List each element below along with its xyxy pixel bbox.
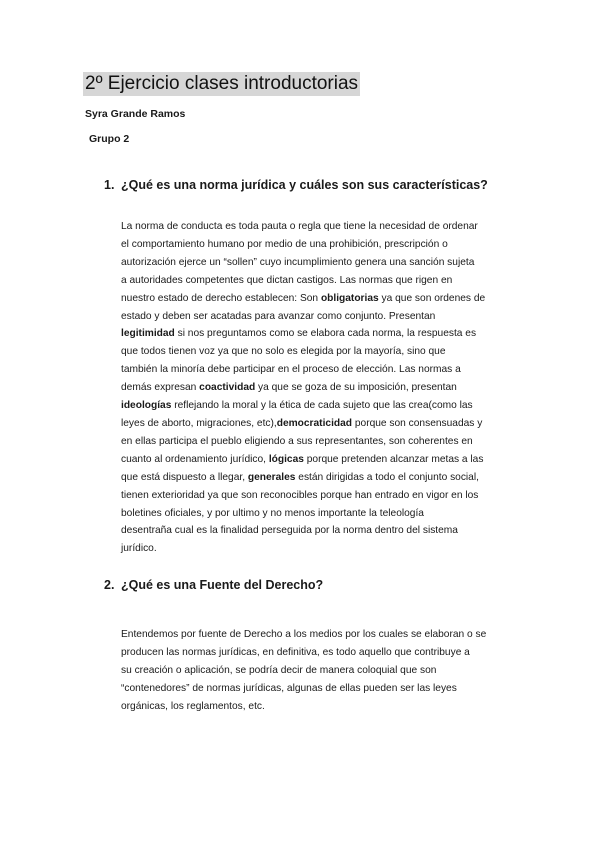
- text-line: La norma de conducta es toda pauta o regla que tiene la necesidad de ordenar: [121, 221, 478, 232]
- document-title: 2º Ejercicio clases introductorias: [85, 73, 359, 94]
- text-line: boletines oficiales, y por ultimo y no menos importante la teleología: [121, 507, 424, 519]
- text-line: Entendemos por fuente de Derecho a los medios por los cuales se elaboran o se: [121, 629, 487, 640]
- text-line: [121, 469, 517, 487]
- bold-term: coactividad: [199, 382, 256, 394]
- text-segment: leyes de aborto, migraciones, etc),: [121, 417, 277, 429]
- text-line: [121, 415, 517, 433]
- question-number: 1.: [104, 178, 115, 192]
- answer-2-paragraph: [121, 626, 517, 716]
- text-line: “contenedores” de normas jurídicas, algunas de ellas pueden ser las leyes: [121, 682, 457, 694]
- bold-term: generales: [247, 471, 296, 483]
- text-line: orgánicas, los reglamentos, etc.: [121, 700, 265, 712]
- answer-1-paragraph: [121, 218, 517, 558]
- question-number: 2.: [104, 578, 115, 592]
- text-line: desentraña cual es la finalidad perseguida por la norma dentro del sistema: [121, 525, 458, 537]
- text-line: estado y deben ser acatadas para avanzar como conjunto. Presentan: [121, 310, 436, 322]
- text-line: el comportamiento humano por medio de una prohibición, prescripción o: [121, 238, 448, 250]
- text-line: [121, 290, 517, 308]
- author-name: Syra Grande Ramos: [85, 108, 186, 120]
- text-segment: porque son consensuadas y: [352, 417, 483, 429]
- text-segment: reflejando la moral y la ética de cada sujeto que las crea(como las: [171, 400, 473, 412]
- text-line: autorización ejerce un “sollen” cuyo incumplimiento genera una sanción sujeta: [121, 256, 475, 268]
- bold-term: ideologías: [121, 400, 172, 412]
- bold-term: legitimidad: [121, 328, 175, 340]
- question-2-heading: [104, 577, 323, 593]
- group-label: Grupo 2: [89, 133, 130, 145]
- text-segment: ya que se goza de su imposición, presentan: [255, 382, 457, 394]
- text-line: su creación o aplicación, se podría decir de manera coloquial que son: [121, 664, 437, 676]
- text-line: [121, 451, 517, 469]
- question-text: ¿Qué es una Fuente del Derecho?: [121, 578, 324, 592]
- text-segment: demás expresan: [121, 382, 200, 394]
- text-line: producen las normas jurídicas, en definitiva, es todo aquello que contribuye a: [121, 646, 470, 658]
- text-line: que todos tienen voz ya que no solo es elegida por la mayoría, sino que: [121, 346, 446, 358]
- text-line: tienen exterioridad ya que son reconocibles porque han entrado en vigor en los: [121, 489, 479, 501]
- text-line: a autoridades competentes que dictan castigos. Las normas que rigen en: [121, 274, 453, 286]
- text-segment: ya que son ordenes de: [378, 292, 486, 304]
- text-line: en ellas participa el pueblo eligiendo a sus representantes, son coherentes en: [121, 435, 473, 447]
- text-segment: si nos preguntamos como se elabora cada norma, la respuesta es: [174, 328, 477, 340]
- text-segment: están dirigidas a todo el conjunto social,: [295, 471, 479, 483]
- text-line: [121, 325, 517, 343]
- text-segment: cuanto al ordenamiento jurídico,: [121, 453, 269, 465]
- bold-term: obligatorias: [320, 292, 379, 304]
- text-segment: nuestro estado de derecho establecen: Son: [121, 292, 321, 304]
- bold-term: lógicas: [268, 453, 304, 465]
- bold-term: democraticidad: [276, 417, 353, 429]
- text-segment: porque pretenden alcanzar metas a las: [303, 453, 484, 465]
- text-line: jurídico.: [121, 543, 157, 555]
- question-1-heading: [104, 177, 488, 193]
- question-text: ¿Qué es una norma jurídica y cuáles son sus características?: [121, 178, 488, 192]
- text-line: [121, 397, 517, 415]
- text-line: [121, 379, 517, 397]
- text-line: también la minoría debe participar en el proceso de elección. Las normas a: [121, 364, 461, 376]
- text-segment: que está dispuesto a llegar,: [121, 471, 248, 483]
